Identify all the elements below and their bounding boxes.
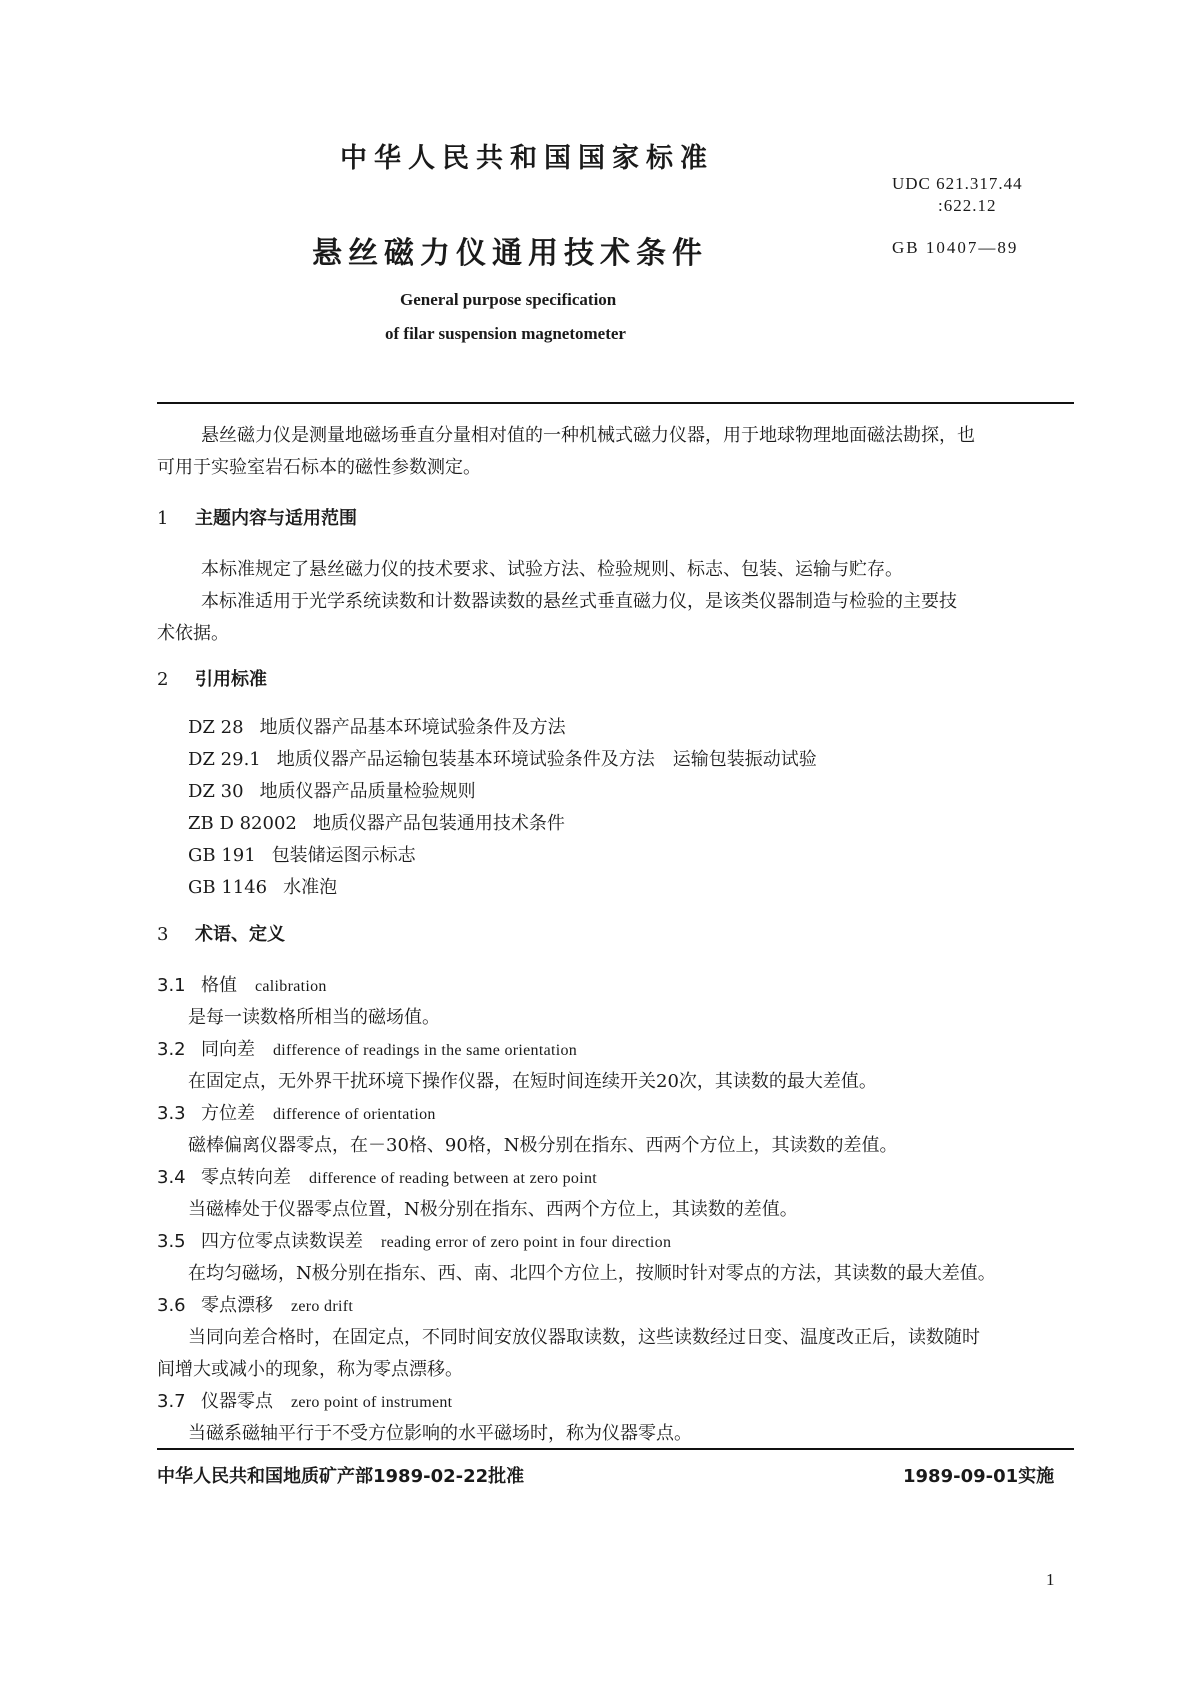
term-english: zero drift xyxy=(291,1298,354,1315)
reference-item xyxy=(188,841,416,867)
term-chinese: 仪器零点 xyxy=(201,1391,273,1412)
section-1-paragraph-2-line-2: 术依据。 xyxy=(157,623,229,644)
term-chinese: 格值 xyxy=(201,975,237,996)
section-number: 3 xyxy=(157,924,169,945)
reference-item xyxy=(188,713,566,739)
term-english: calibration xyxy=(255,978,327,995)
term-definition: 当磁系磁轴平行于不受方位影响的水平磁场时，称为仪器零点。 xyxy=(188,1423,692,1444)
term-number: 3.1 xyxy=(157,975,186,996)
term-definition: 在均匀磁场，N极分别在指东、西、南、北四个方位上，按顺时针对零点的方法，其读数的最大差值。 xyxy=(188,1263,996,1284)
term-number: 3.4 xyxy=(157,1167,186,1188)
reference-text: 地质仪器产品基本环境试验条件及方法 xyxy=(259,717,566,738)
reference-code: DZ 28 xyxy=(188,717,244,738)
intro-paragraph xyxy=(157,420,1074,484)
reference-code: ZB D 82002 xyxy=(188,813,297,834)
intro-line-1: 悬丝磁力仪是测量地磁场垂直分量相对值的一种机械式磁力仪器，用于地球物理地面磁法勘探，也 xyxy=(201,425,975,446)
intro-line-2: 可用于实验室岩石标本的磁性参数测定。 xyxy=(157,457,481,478)
term-number: 3.3 xyxy=(157,1103,186,1124)
term-definition: 是每一读数格所相当的磁场值。 xyxy=(188,1007,440,1028)
term-english: difference of readings in the same orientation xyxy=(273,1042,578,1059)
term-english: reading error of zero point in four direction xyxy=(381,1234,672,1251)
approval-statement: 中华人民共和国地质矿产部1989-02-22批准 xyxy=(157,1466,525,1487)
term-heading xyxy=(157,1291,353,1317)
term-definition-line-2: 间增大或减小的现象，称为零点漂移。 xyxy=(157,1359,463,1380)
term-chinese: 方位差 xyxy=(201,1103,255,1124)
section-number: 1 xyxy=(157,508,169,529)
term-heading xyxy=(157,1387,452,1413)
reference-code: DZ 30 xyxy=(188,781,244,802)
term-number: 3.5 xyxy=(157,1231,186,1252)
term-number: 3.2 xyxy=(157,1039,186,1060)
document-title: 悬丝磁力仪通用技术条件 xyxy=(312,236,708,271)
term-number: 3.6 xyxy=(157,1295,186,1316)
term-english: zero point of instrument xyxy=(291,1394,453,1411)
header-divider xyxy=(157,402,1074,404)
term-definition: 当磁棒处于仪器零点位置，N极分别在指东、西两个方位上，其读数的差值。 xyxy=(188,1199,798,1220)
term-definition-line-1: 当同向差合格时，在固定点，不同时间安放仪器取读数，这些读数经过日变、温度改正后，读数随时 xyxy=(188,1327,980,1348)
section-1-paragraph-2-line-1: 本标准适用于光学系统读数和计数器读数的悬丝式垂直磁力仪，是该类仪器制造与检验的主要技 xyxy=(201,591,957,612)
reference-code: GB 191 xyxy=(188,845,256,866)
term-heading xyxy=(157,1099,436,1125)
reference-item xyxy=(188,873,337,899)
term-heading xyxy=(157,1227,671,1253)
section-2-heading xyxy=(157,665,267,691)
reference-text: 地质仪器产品运输包装基本环境试验条件及方法 运输包装振动试验 xyxy=(276,749,817,770)
national-standard-title: 中华人民共和国国家标准 xyxy=(340,143,714,174)
section-number: 2 xyxy=(157,669,169,690)
page-number: 1 xyxy=(1046,1570,1055,1589)
implementation-date: 1989-09-01实施 xyxy=(903,1466,1055,1487)
section-title: 术语、定义 xyxy=(195,924,285,945)
term-chinese: 同向差 xyxy=(201,1039,255,1060)
term-heading xyxy=(157,1035,577,1061)
english-title-line-1: General purpose specification xyxy=(400,290,617,309)
term-heading xyxy=(157,1163,597,1189)
reference-text: 地质仪器产品质量检验规则 xyxy=(259,781,476,802)
gb-standard-number: GB 10407—89 xyxy=(892,238,1019,257)
reference-item xyxy=(188,745,817,771)
term-heading xyxy=(157,971,327,997)
term-number: 3.7 xyxy=(157,1391,186,1412)
section-3-heading xyxy=(157,920,285,946)
reference-code: DZ 29.1 xyxy=(188,749,261,770)
udc-code: UDC 621.317.44 xyxy=(892,174,1023,193)
section-1-paragraph-1: 本标准规定了悬丝磁力仪的技术要求、试验方法、检验规则、标志、包装、运输与贮存。 xyxy=(201,559,903,580)
section-title: 主题内容与适用范围 xyxy=(195,508,357,529)
footer-divider xyxy=(157,1448,1074,1450)
section-1-heading xyxy=(157,504,357,530)
term-definition: 在固定点，无外界干扰环境下操作仪器，在短时间连续开关20次，其读数的最大差值。 xyxy=(188,1071,877,1092)
reference-text: 水准泡 xyxy=(283,877,338,898)
term-english: difference of reading between at zero point xyxy=(309,1170,598,1187)
reference-item xyxy=(188,777,476,803)
reference-text: 地质仪器产品包装通用技术条件 xyxy=(312,813,565,834)
english-title-line-2: of filar suspension magnetometer xyxy=(385,324,626,343)
section-title: 引用标准 xyxy=(195,669,267,690)
term-chinese: 零点漂移 xyxy=(201,1295,273,1316)
reference-code: GB 1146 xyxy=(188,877,268,898)
reference-text: 包装储运图示标志 xyxy=(271,845,416,866)
udc-code-continuation: :622.12 xyxy=(938,196,997,215)
term-chinese: 四方位零点读数误差 xyxy=(201,1231,363,1252)
term-english: difference of orientation xyxy=(273,1106,436,1123)
reference-item xyxy=(188,809,565,835)
term-chinese: 零点转向差 xyxy=(201,1167,291,1188)
term-definition: 磁棒偏离仪器零点，在－30格、90格，N极分别在指东、西两个方位上，其读数的差值。 xyxy=(188,1135,898,1156)
